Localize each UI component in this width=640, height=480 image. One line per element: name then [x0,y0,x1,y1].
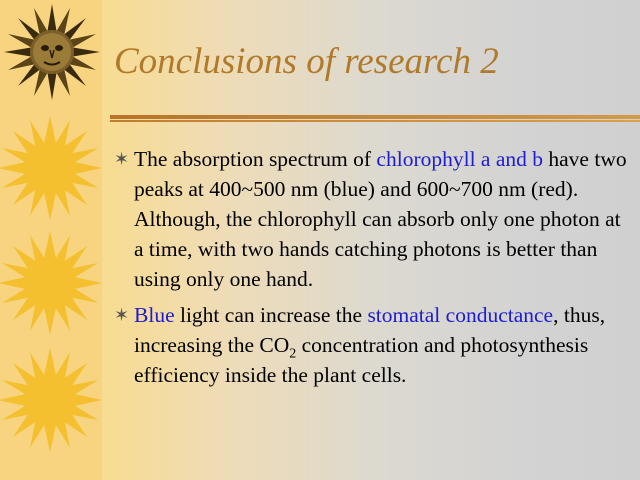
divider-line-thick [110,115,640,119]
slide-title: Conclusions of research 2 [114,41,499,82]
bullet-text: light can increase the [174,303,368,327]
highlight-term: chlorophyll a and b [376,147,544,171]
star-bullet-icon: ✶ [114,149,130,169]
title-divider [110,115,640,123]
sun-icon [0,116,102,220]
bullet-text: have two peaks at 400~500 nm (blue) and 600~700 nm (red). Although, the chlorophyll can absorb only one photon at a time, with two hands catching photons is better than using only one hand. [134,147,627,291]
star-bullet-icon: ✶ [114,305,130,325]
sun-face-icon [4,4,100,100]
bullet-text: concentration and photosynthesis efficiency inside the plant cells. [134,333,589,387]
bullet-text: , thus, increasing the CO [134,303,606,357]
bullet-item [114,300,629,390]
bullet-list [114,144,629,396]
bullet-text: The absorption spectrum of [134,147,377,171]
sun-decoration-strip [0,0,102,480]
bullet-item [114,144,629,294]
sun-decorations [0,0,102,480]
divider-line-thin [110,120,640,122]
subscript: 2 [289,346,297,362]
sun-icon [0,348,102,452]
highlight-term: Blue [134,303,175,327]
highlight-term: stomatal conductance [367,303,554,327]
sun-icon [0,231,102,335]
